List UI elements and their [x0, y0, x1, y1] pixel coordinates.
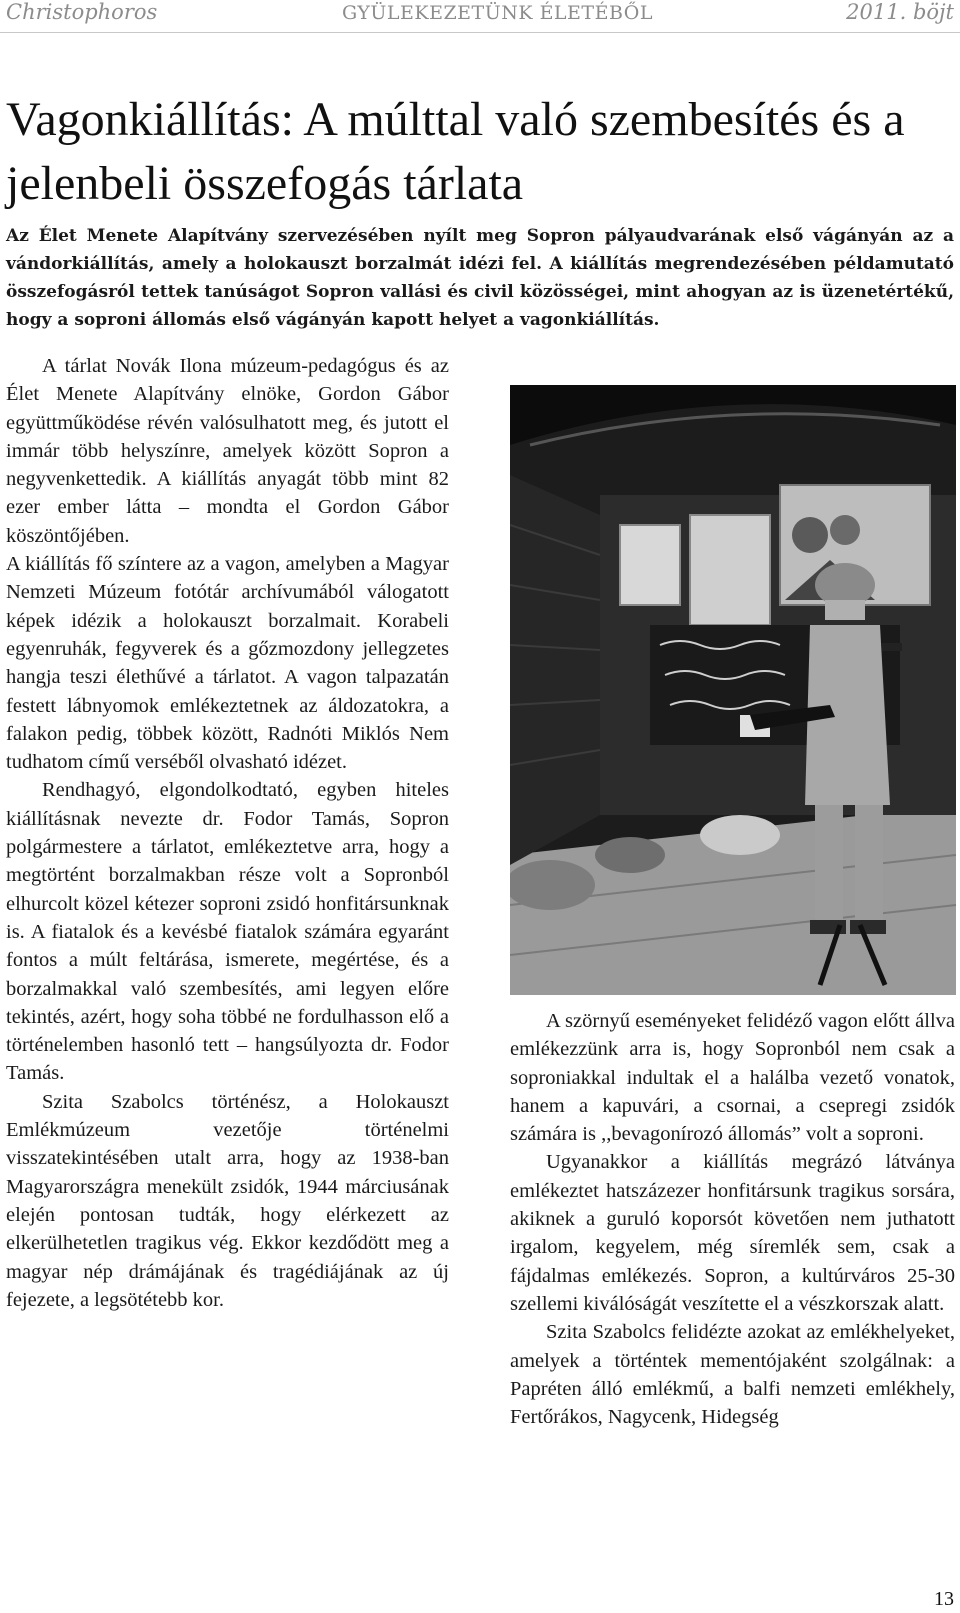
left-paragraph-2: A kiállítás fő színtere az a vagon, amelyben a Magyar Nemzeti Múzeum fotótár archívumából válogatott képek idézik a holokauszt borzalmait. Korabeli egyenruhák, fegyverek és a gőzmozdony jellegzetes hangja teszi élethűvé a tárlatot. A vagon talpazatán festett lábnyomok emlékeztetnek az áldozatokra, a falakon pedig, többek között, Radnóti Miklós Nem tudhatom című verséből olvasható idézet.	[6, 553, 449, 774]
article-title: Vagonkiállítás: A múlttal való szembesítés és a jelenbeli összefogás tárlata	[6, 93, 905, 210]
article-lead: Az Élet Menete Alapítvány szervezésében nyílt meg Sopron pályaudvarának első vágányán az a vándorkiállítás, amely a holokauszt borzalmát idézi fel. A kiállítás megrendezésében példamutató összefogásról tettek tanúságot Sopron vallási és civil közösségei, mint ahogyan az is üzenetértékű, hogy a soproni állomás első vágányán kapott helyet a vagonkiállítás.	[6, 226, 954, 330]
right-paragraph-3: Szita Szabolcs felidézte azokat az emlékhelyeket, amelyek a történtek mementójaként szolgálnak: a Papréten álló emlékmű, a balfi nemzeti emlékhely, Fertőrákos, Nagycenk, Hidegség	[510, 1321, 955, 1429]
left-paragraph-3: Rendhagyó, elgondolkodtató, egyben hiteles kiállításnak nevezte dr. Fodor Tamás, Sopron polgármestere a tárlatot, emlékeztetve arra, hogy a megtörtént borzalmakban része volt a Sopronból elhurcolt közel kétezer soproni zsidó honfitársunknak is. A fiatalok és a kevésbé fiatalok számára egyaránt fontos a múlt feltárása, ismerete, megértése, és a borzalmakkal való szembesítés, ami legyen előre tekintés, azért, hogy soha többé ne fordulhasson elő a történelemben hasonló tett – hangsúlyozta dr. Fodor Tamás.	[6, 779, 449, 1085]
exhibition-photo-illustration	[510, 385, 956, 995]
header-publication: Christophoros	[6, 0, 158, 24]
exhibition-photo	[510, 385, 956, 995]
left-column	[6, 352, 449, 1314]
header-section: GYÜLEKEZETÜNK ÉLETÉBŐL	[342, 2, 653, 24]
right-paragraph-1: A szörnyű eseményeket felidéző vagon előtt állva emlékezzünk arra is, hogy Sopronból nem csak a soproniakkal indultak el a halálba vezető vonatok, hanem a kapuvári, a csornai, a csepregi zsidók számára is ,,bevagonírozó állomás” volt a soproni.	[510, 1010, 955, 1146]
right-column	[510, 1007, 955, 1431]
right-paragraph-2: Ugyanakkor a kiállítás megrázó látványa emlékeztet hatszázezer honfitársunk tragikus sorsára, akiknek a guruló koporsót követően nem juthatott irgalom, kegyelem, még síremlék sem, csak a fájdalmas emlékezés. Sopron, a kultúrváros 25-30 szellemi kiválóságát veszítette el a vészkorszak alatt.	[510, 1151, 955, 1315]
header-divider	[0, 32, 960, 33]
left-paragraph-1: A tárlat Novák Ilona múzeum-pedagógus és az Élet Menete Alapítvány elnöke, Gordon Gábor együttműködése révén valósulhatott meg, és jutott el immár több helyszínre, amelyek között Sopron a negyvenkettedik. A kiállítás anyagát több mint 82 ezer ember látta – mondta el Gordon Gábor köszöntőjében.	[6, 355, 449, 547]
left-paragraph-4: Szita Szabolcs történész, a Holokauszt Emlékmúzeum vezetője történelmi visszatekintésében utalt arra, hogy az 1938-ban Magyarországra menekült zsidók, 1944 márciusának elején pontosan tudták, hogy elérkezett az elkerülhetetlen tragikus vég. Ekkor kezdődött meg a magyar nép drámájának és tragédiájának az új fejezete, a legsötétebb kor.	[6, 1090, 449, 1311]
header-issue: 2011. böjt	[846, 0, 954, 24]
page-number: 13	[934, 1588, 954, 1610]
